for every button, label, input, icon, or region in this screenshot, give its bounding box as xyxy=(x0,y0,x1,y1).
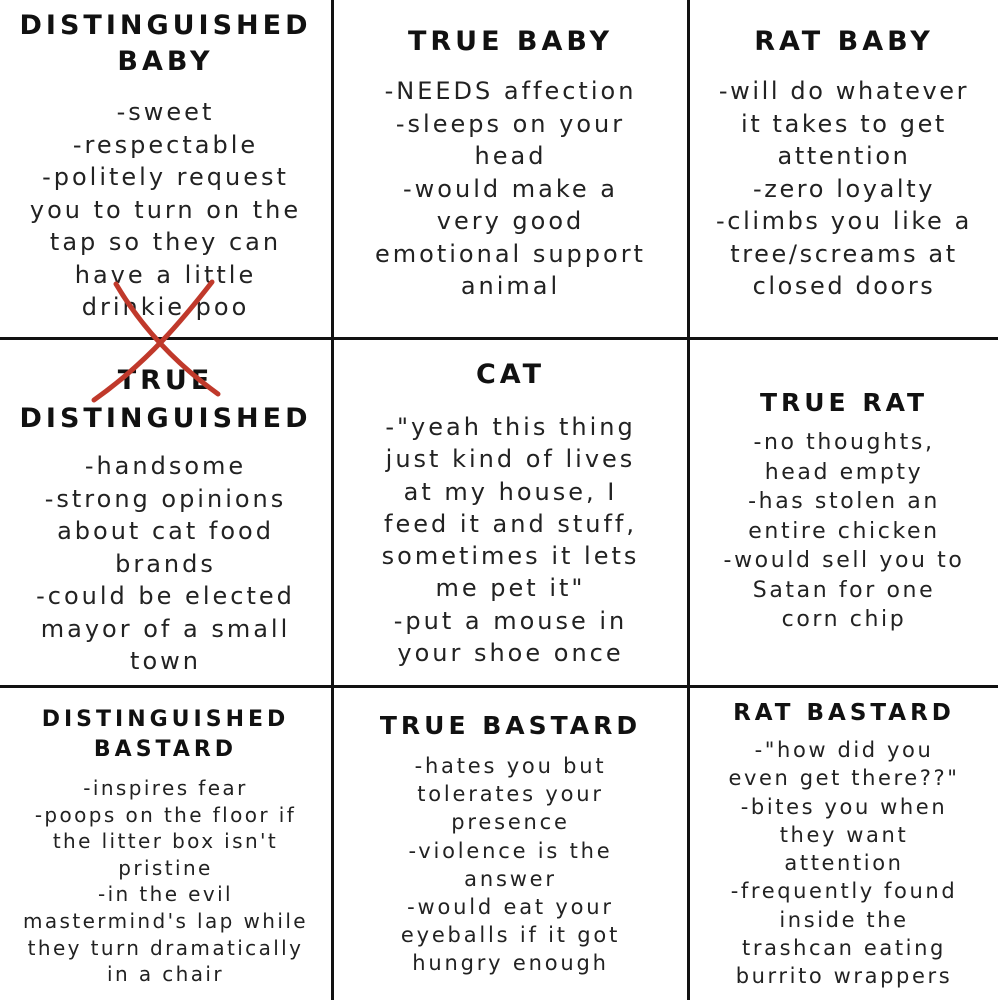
cell-text: -handsome -strong opinions about cat food brands -could be elected mayor of a small town xyxy=(36,452,295,675)
cell-text: -sweet -respectable -politely request you to turn on the tap so they can have a little drinkie poo xyxy=(29,98,302,321)
cell-title: DISTINGUISHED BASTARD xyxy=(41,707,290,762)
cell-title: TRUE RAT xyxy=(759,388,929,417)
cell-true-bastard xyxy=(334,688,687,1000)
cell-title: RAT BABY xyxy=(754,26,934,57)
cell-text: -will do whatever it takes to get attention -zero loyalty -climbs you like a tree/screams at closed doors xyxy=(716,77,972,300)
cell-text: -"yeah this thing just kind of lives at my house, I feed it and stuff, sometimes it lets me pet it" -put a mouse in your shoe once xyxy=(381,413,640,668)
cell-rat-bastard xyxy=(690,688,998,1000)
cell-title: DISTINGUISHED BABY xyxy=(19,10,312,77)
cell-text: -inspires fear -poops on the floor if the litter box isn't pristine -in the evil mastermind's lap while they turn dramatically in a chair xyxy=(23,776,308,987)
cell-text: -no thoughts, head empty -has stolen an entire chicken -would sell you to Satan for one corn chip xyxy=(723,430,965,632)
cell-true-rat xyxy=(690,340,998,685)
cell-title: TRUE BABY xyxy=(407,26,614,57)
cell-title: TRUE BASTARD xyxy=(379,711,642,740)
cell-text: -"how did you even get there??" -bites you when they want attention -frequently found inside the trashcan eating burrito wrappers xyxy=(728,738,960,989)
cell-text: -hates you but tolerates your presence -violence is the answer -would eat your eyeballs if it got hungry enough xyxy=(400,754,621,976)
cell-title: CAT xyxy=(475,359,546,390)
cell-text: -NEEDS affection -sleeps on your head -would make a very good emotional support animal xyxy=(375,77,646,300)
red-cross-mark-icon xyxy=(88,278,224,406)
cell-true-baby xyxy=(334,0,687,337)
cell-rat-baby xyxy=(690,0,998,337)
cell-cat xyxy=(334,340,687,685)
cell-distinguished-bastard xyxy=(0,688,331,1000)
cell-title: TRUE DISTINGUISHED xyxy=(19,365,312,434)
cell-title: RAT BASTARD xyxy=(733,700,955,726)
